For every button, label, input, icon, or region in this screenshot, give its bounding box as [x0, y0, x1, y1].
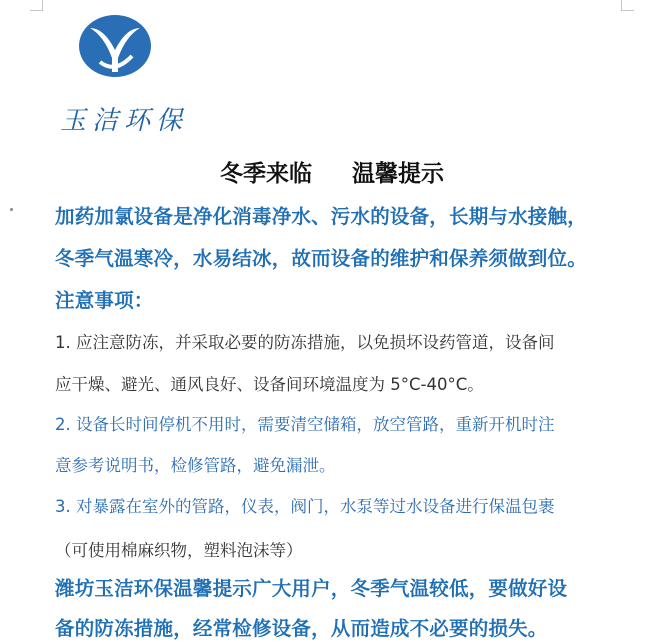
- intro-line-1: 加药加氯设备是净化消毒净水、污水的设备，长期与水接触，: [55, 205, 587, 228]
- item-3-line-1: 3. 对暴露在室外的管路，仪表，阀门，水泵等过水设备进行保温包裹: [55, 497, 555, 516]
- page-title: [0, 155, 664, 188]
- yujie-logo-icon: [78, 14, 152, 78]
- closing-line-1: 潍坊玉洁环保温馨提示广大用户，冬季气温较低，要做好设: [55, 577, 568, 600]
- page-corner-mark-right: [621, 0, 634, 11]
- item-3-line-2: （可使用棉麻织物，塑料泡沫等）: [55, 541, 303, 560]
- title-left: 冬季来临: [219, 161, 312, 187]
- page-corner-mark-left: [30, 0, 43, 11]
- title-right: 温馨提示: [352, 161, 445, 187]
- item-2-line-1: 2. 设备长时间停机不用时，需要清空储箱，放空管路，重新开机时注: [55, 415, 555, 434]
- item-1-line-1: 1. 应注意防冻，并采取必要的防冻措施，以免损坏设药管道，设备间: [55, 333, 555, 352]
- intro-line-2: 冬季气温寒冷，水易结冰，故而设备的维护和保养须做到位。: [55, 247, 587, 270]
- item-1-line-2: 应干燥、避光、通风良好、设备间环境温度为 5°C-40°C。: [55, 375, 484, 394]
- item-2-line-2: 意参考说明书，检修管路，避免漏泄。: [55, 456, 336, 475]
- scan-dot: [10, 208, 13, 211]
- notice-heading: 注意事项：: [55, 289, 154, 312]
- closing-line-2: 备的防冻措施，经常检修设备，从而造成不必要的损失。: [55, 617, 548, 640]
- brand-name: 玉洁环保: [60, 106, 189, 136]
